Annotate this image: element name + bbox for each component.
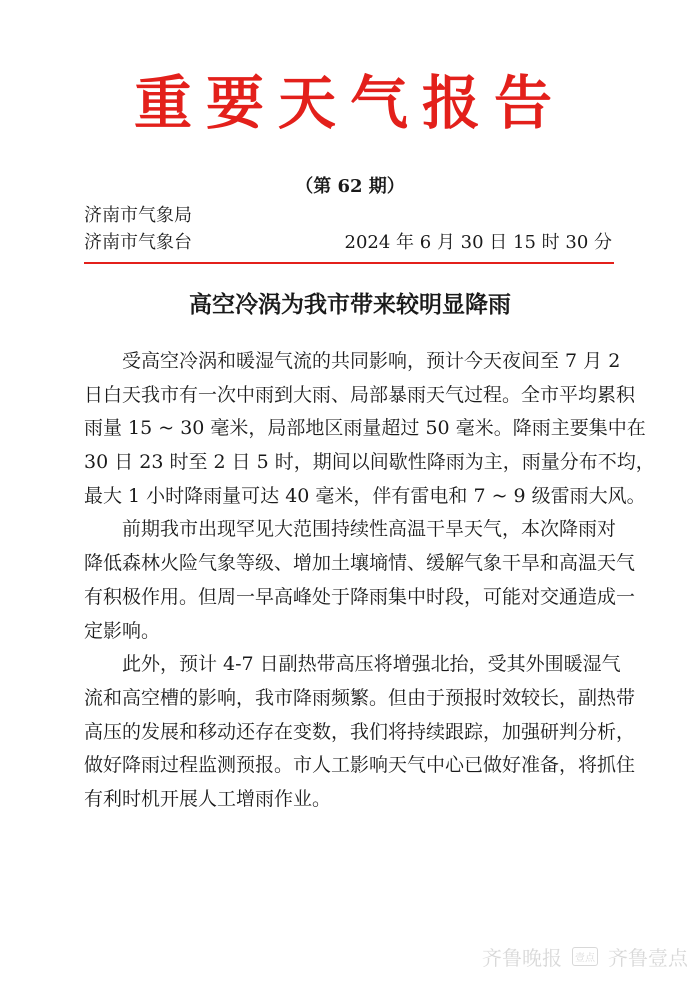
text-line: 有利时机开展人工增雨作业。 [84, 787, 332, 810]
report-body [84, 345, 655, 817]
text-line: 最大 1 小时降雨量可达 40 毫米，伴有雷电和 7 ~ 9 级雷雨大风。 [84, 484, 646, 507]
text-line: 30 日 23 时至 2 日 5 时，期间以间歇性降雨为主，雨量分布不均， [84, 451, 655, 474]
issuer-observatory: 济南市气象台 [84, 232, 192, 253]
text-line: 雨量 15 ~ 30 毫米，局部地区雨量超过 50 毫米。降雨主要集中在 [84, 417, 646, 440]
watermark-right: 齐鲁壹点 [608, 946, 688, 970]
text-line: 前期我市出现罕见大范围持续性高温干旱天气，本次降雨对 [122, 518, 617, 541]
issue-number: （第 62 期） [295, 176, 405, 197]
issuer-bureau: 济南市气象局 [84, 205, 192, 226]
text-line: 此外，预计 4-7 日副热带高压将增强北抬，受其外围暖湿气 [122, 653, 621, 676]
issue-date: 2024 年 6 月 30 日 15 时 30 分 [344, 232, 612, 253]
paragraph [84, 648, 636, 816]
paragraph [84, 513, 636, 648]
watermark-left: 齐鲁晚报 [482, 946, 562, 970]
watermark [482, 942, 688, 971]
paragraph [84, 345, 655, 513]
text-line: 受高空冷涡和暖湿气流的共同影响，预计今天夜间至 7 月 2 [122, 350, 621, 372]
report-title: 重要天气报告 [133, 69, 566, 137]
text-line: 日白天我市有一次中雨到大雨、局部暴雨天气过程。全市平均累积 [84, 383, 636, 406]
text-line: 有积极作用。但周一早高峰处于降雨集中时段，可能对交通造成一 [84, 585, 636, 608]
text-line: 定影响。 [84, 619, 161, 642]
text-line: 高压的发展和移动还存在变数，我们将持续跟踪，加强研判分析， [84, 720, 636, 743]
red-divider [84, 262, 614, 264]
headline: 高空冷涡为我市带来较明显降雨 [189, 291, 511, 318]
text-line: 降低森林火险气象等级、增加土壤墒情、缓解气象干旱和高温天气 [84, 552, 636, 575]
text-line: 做好降雨过程监测预报。市人工影响天气中心已做好准备，将抓住 [84, 754, 636, 777]
watermark-badge: 壹点 [572, 947, 598, 966]
text-line: 流和高空槽的影响，我市降雨频繁。但由于预报时效较长，副热带 [84, 686, 636, 709]
